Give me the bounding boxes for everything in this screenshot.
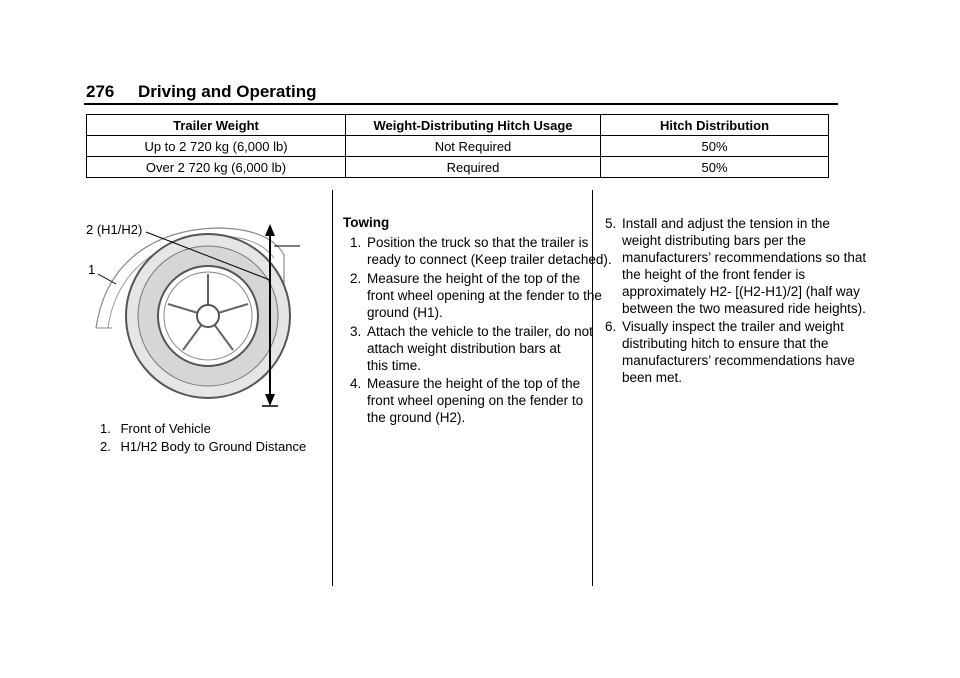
table-header-hitch-distribution: Hitch Distribution — [601, 115, 829, 136]
towing-step-4 — [350, 375, 583, 426]
step-text-line: the height of the front fender is — [622, 267, 806, 282]
step-text-line: Position the truck so that the trailer is — [367, 235, 589, 250]
step-text-line: manufacturers’ recommendations so that — [622, 250, 867, 265]
step-number: 4. — [350, 376, 362, 391]
step-text-line: Attach the vehicle to the trailer, do not — [367, 324, 593, 339]
column-divider — [332, 190, 333, 586]
callout-label-2: 2 (H1/H2) — [86, 222, 143, 237]
step-text-line: this time. — [367, 358, 422, 373]
table-cell: 50% — [601, 136, 829, 157]
table-row — [87, 157, 829, 178]
caption-num: 2. — [100, 439, 111, 454]
step-text-line: ready to connect (Keep trailer detached). — [367, 252, 612, 267]
step-text-line: front wheel opening at the fender to the — [367, 288, 602, 303]
caption-text: H1/H2 Body to Ground Distance — [120, 439, 307, 454]
step-number: 6. — [605, 319, 617, 334]
step-text-line: been met. — [622, 370, 683, 385]
step-text-line: Measure the height of the top of the — [367, 271, 581, 286]
step-text-line: Install and adjust the tension in the — [622, 216, 830, 231]
arrow-head-bottom — [265, 394, 275, 406]
table-header-trailer-weight: Trailer Weight — [87, 115, 346, 136]
towing-heading: Towing — [343, 215, 390, 230]
caption-text: Front of Vehicle — [120, 421, 211, 436]
step-text-line: ground (H1). — [367, 305, 443, 320]
step-number: 3. — [350, 324, 362, 339]
table-cell: 50% — [601, 157, 829, 178]
towing-step-2 — [350, 270, 602, 321]
step-text-line: the ground (H2). — [367, 410, 466, 425]
step-text-line: Visually inspect the trailer and weight — [622, 319, 844, 334]
step-number: 2. — [350, 271, 362, 286]
section-title: Driving and Operating — [138, 82, 317, 101]
step-text-line: approximately H2- [(H2-H1)/2] (half way — [622, 284, 860, 299]
step-text-line: attach weight distribution bars at — [367, 341, 561, 356]
caption-item-2 — [100, 439, 306, 454]
page-number: 276 — [86, 82, 115, 101]
table-header-hitch-usage: Weight-Distributing Hitch Usage — [346, 115, 601, 136]
step-text-line: between the two measured ride heights). — [622, 301, 866, 316]
step-number: 5. — [605, 216, 617, 231]
table-cell: Not Required — [346, 136, 601, 157]
caption-item-1 — [100, 421, 211, 436]
table-header-row — [87, 115, 829, 136]
table-row — [87, 136, 829, 157]
towing-step-1 — [350, 234, 612, 268]
step-text-line: manufacturers’ recommendations have — [622, 353, 855, 368]
wheel-hub — [197, 305, 219, 327]
towing-step-6 — [605, 318, 855, 386]
wheel-height-diagram — [86, 210, 308, 410]
step-text-line: Measure the height of the top of the — [367, 376, 581, 391]
caption-num: 1. — [100, 421, 111, 436]
step-text-line: distributing hitch to ensure that the — [622, 336, 829, 351]
step-text-line: weight distributing bars per the — [622, 233, 806, 248]
table-cell: Required — [346, 157, 601, 178]
step-text-line: front wheel opening on the fender to — [367, 393, 584, 408]
callout-label-1: 1 — [88, 262, 96, 277]
table-cell: Over 2 720 kg (6,000 lb) — [87, 157, 346, 178]
table-cell: Up to 2 720 kg (6,000 lb) — [87, 136, 346, 157]
step-number: 1. — [350, 235, 362, 250]
header-rule — [84, 103, 838, 105]
towing-step-3 — [350, 323, 593, 374]
hitch-usage-table — [86, 114, 829, 178]
towing-step-5 — [605, 215, 866, 317]
arrow-head-top — [265, 224, 275, 236]
